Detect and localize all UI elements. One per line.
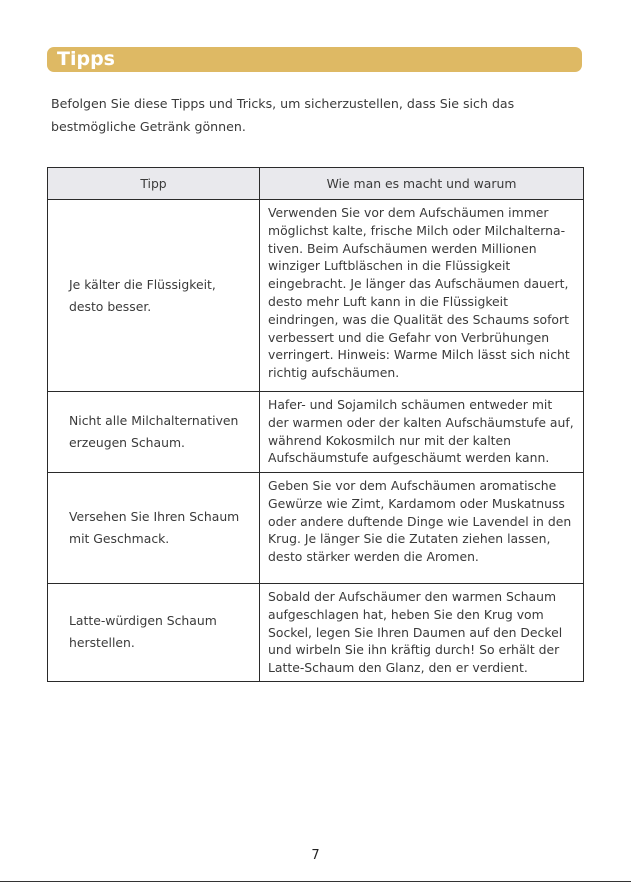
table-row <box>48 584 584 682</box>
footer-divider <box>0 881 631 882</box>
column-header-tip: Tipp <box>48 168 260 200</box>
page-number: 7 <box>311 848 320 863</box>
table-row <box>48 473 584 584</box>
table-header-row <box>48 168 584 200</box>
column-header-how: Wie man es macht und warum <box>260 168 584 200</box>
tips-table <box>47 167 584 682</box>
how-cell: Sobald der Aufschäumer den warmen Schaum aufgeschlagen hat, heben Sie den Krug vom Sockel, legen Sie Ihren Daumen auf den Deckel und wirbeln Sie ihn kräftig durch! So erhält der Latte-Schaum den Glanz, den er verdient. <box>260 584 584 682</box>
section-title: Tipps <box>57 48 115 70</box>
tip-cell: Latte-würdigen Schaum herstellen. <box>48 584 260 682</box>
tip-cell: Versehen Sie Ihren Schaum mit Geschmack. <box>48 473 260 584</box>
intro-paragraph: Befolgen Sie diese Tipps und Tricks, um sicherzustellen, dass Sie sich das bestmögliche Getränk gönnen. <box>51 96 515 134</box>
tip-cell: Je kälter die Flüssigkeit, desto besser. <box>48 200 260 392</box>
how-cell: Geben Sie vor dem Aufschäumen aromatische Gewürze wie Zimt, Kardamom oder Muskatnuss oder andere duftende Dinge wie Lavendel in den Krug. Je länger Sie die Zutaten ziehen lassen, desto stärker werden die Aromen. <box>260 473 584 584</box>
tip-cell: Nicht alle Milchalternativen erzeugen Schaum. <box>48 392 260 473</box>
how-cell: Hafer- und Sojamilch schäumen entweder mit der warmen oder der kalten Aufschäumstufe auf, während Kokosmilch nur mit der kalten Aufschäumstufe aufgeschäumt werden kann. <box>260 392 584 473</box>
table-row <box>48 392 584 473</box>
how-cell: Verwenden Sie vor dem Aufschäumen immer möglichst kalte, frische Milch oder Milchalterna-tiven. Beim Aufschäumen werden Millionen winziger Luftbläschen in die Flüssigkeit eingebracht. Je länger das Aufschäumen dauert, desto mehr Luft kann in die Flüssigkeit eindringen, was die Qualität des Schaums sofort verbessert und die Gefahr von Verbrühungen verringert. Hinweis: Warme Milch lässt sich nicht richtig aufschäumen. <box>260 200 584 392</box>
table-row <box>48 200 584 392</box>
section-header-bar <box>47 47 582 72</box>
